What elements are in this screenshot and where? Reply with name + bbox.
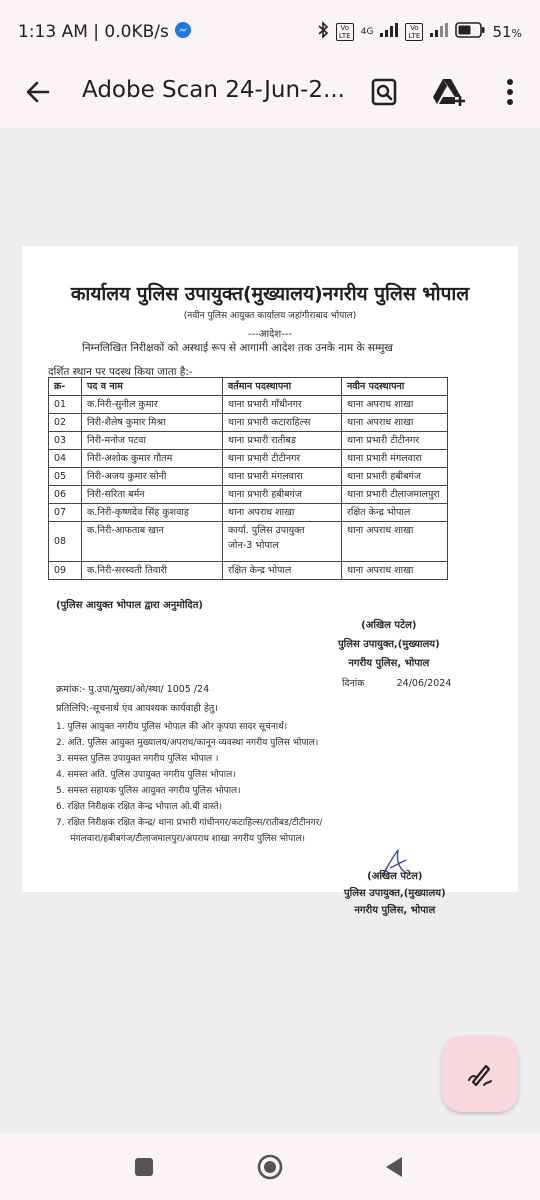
signatory-org: नगरीय पुलिस, भोपाल [348, 658, 430, 669]
drive-add-icon [433, 77, 467, 107]
document-page [22, 246, 518, 916]
status-time-speed: 1:13 AM | 0.0KB/s [18, 22, 169, 42]
arrow-back-icon [22, 76, 54, 108]
list-item: 6. रक्षित निरीक्षक रक्षित केन्द्र भोपाल ओ.बी वास्ते। [56, 802, 223, 812]
bluetooth-icon [317, 21, 329, 43]
back-button[interactable] [22, 76, 54, 108]
table-row: 04 निरी-अशोक कुमार गौतम थाना प्रभारी टीटीनगर थाना प्रभारी मंगलवारा [49, 450, 448, 468]
signal-icon-2 [430, 23, 448, 41]
document-title: Adobe Scan 24-Jun-2... [82, 77, 345, 103]
list-item: 2. अति. पुलिस आयुक्त मुख्यालय/अपराध/कानून व्यवस्था नगरीय पुलिस भोपाल। [56, 738, 319, 748]
doc-intro-line-2: दर्शित स्थान पर पदस्थ किया जाता है:- [48, 366, 193, 378]
col-header-no: क्र- [49, 378, 82, 396]
doc-intro-line-1: निम्नलिखित निरीक्षकों को अस्थाई रूप से आगामी आदेश तक उनके नाम के सम्मुख [82, 342, 393, 354]
network-type: 4G [360, 27, 374, 37]
recents-button[interactable] [130, 1153, 158, 1181]
table-header-row [49, 378, 448, 396]
volte-badge: Vo LTE [336, 23, 354, 41]
back-nav-button[interactable] [380, 1153, 408, 1181]
officer-transfer-table [48, 377, 448, 580]
reference-number: क्रमांक:- पु.उपा/मुख्या/ओ/स्था/ 1005 /24 [56, 684, 210, 695]
doc-header-title: कार्यालय पुलिस उपायुक्त(मुख्यालय)नगरीय पुलिस भोपाल [70, 283, 470, 305]
date-line [342, 676, 451, 689]
recents-square-icon [130, 1153, 158, 1181]
signatory-title: पुलिस उपायुक्त,(मुख्यालय) [344, 888, 446, 899]
list-item: 1. पुलिस आयुक्त नगरीय पुलिस भोपाल की ओर कृपया सादर सूचनार्थ। [56, 722, 288, 732]
table-row: 03 निरी-मनोज पटवा थाना प्रभारी रातीबड थाना प्रभारी टीटीनगर [49, 432, 448, 450]
date-label: दिनांक [342, 678, 365, 689]
list-item: 7. रक्षित निरीक्षक रक्षित केन्द्र/ थाना प्रभारी गांधीनगर/कटाहिल्स/रातीबड/टीटीनगर/ [56, 818, 323, 828]
home-button[interactable] [256, 1153, 284, 1181]
table-row: 02 निरी-शैलेष कुमार मिश्रा थाना प्रभारी कटाराहिल्स थाना अपराध शाखा [49, 414, 448, 432]
list-item: मंगलवारा/हबीबगंज/टीलाजमालपुरा/अपराध शाखा नगरीय पुलिस भोपाल। [56, 834, 306, 844]
edit-fab-button[interactable] [442, 1036, 518, 1112]
list-item: 5. समस्त सहायक पुलिस आयुक्त नगरीय पुलिस भोपाल। [56, 786, 241, 796]
signature-block-2 [344, 868, 446, 919]
more-vert-icon [506, 78, 514, 106]
system-nav-bar [0, 1133, 540, 1200]
table-row: 01 क.निरी-सुनील कुमार थाना प्रभारी गाँधीनगर थाना अपराध शाखा [49, 396, 448, 414]
col-header-new: नवीन पदस्थापना [342, 378, 448, 396]
table-row: 05 निरी-अजय कुमार सोनी थाना प्रभारी मंगलवारा थाना प्रभारी हबीबगंज [49, 468, 448, 486]
drive-add-button[interactable] [432, 74, 468, 110]
table-row: 08 क.निरी-आफताब खान कार्या. पुलिस उपायुक्त जोन-3 भोपाल थाना अपराध शाखा [49, 522, 448, 562]
signatory-name: (अखिल पटेल) [361, 620, 417, 631]
app-bar [0, 64, 540, 120]
search-document-icon [370, 77, 398, 107]
signature-block-1 [338, 616, 440, 673]
messenger-icon [175, 22, 191, 43]
battery-level: 51% [492, 23, 522, 41]
status-bar [0, 0, 540, 64]
table-row: 09 क.निरी-सरस्वती तिवारी रक्षित केन्द्र भोपाल थाना अपराध शाखा [49, 562, 448, 580]
signal-icon [380, 23, 398, 41]
document-viewer[interactable] [0, 128, 540, 1133]
back-triangle-icon [380, 1153, 408, 1181]
copy-to-list [56, 719, 476, 847]
search-document-button[interactable] [366, 74, 402, 110]
edit-pen-icon [464, 1058, 496, 1090]
signatory-name: (अखिल पटेल) [367, 871, 423, 882]
table-row: 07 क.निरी-कृष्णदेव सिंह कुशवाह थाना अपराध शाखा रक्षित केन्द्र भोपाल [49, 504, 448, 522]
date-value: 24/06/2024 [396, 678, 452, 689]
doc-order-label: ---आदेश--- [248, 329, 292, 340]
col-header-name: पद व नाम [82, 378, 223, 396]
signatory-org: नगरीय पुलिस, भोपाल [354, 905, 436, 916]
list-item: 3. समस्त पुलिस उपायुक्त नगरीय पुलिस भोपाल । [56, 754, 219, 764]
table-row: 06 निरी-सरिता बर्मन थाना प्रभारी हबीबगंज थाना प्रभारी टीलाजमालपुरा [49, 486, 448, 504]
signatory-title: पुलिस उपायुक्त,(मुख्यालय) [338, 639, 440, 650]
doc-header-subtitle: (नवीन पुलिस आयुक्त कार्यालय जहांगीराबाद भोपाल) [183, 311, 357, 321]
battery-icon [455, 22, 485, 42]
col-header-current: वर्तमान पदस्थापना [223, 378, 342, 396]
copy-to-header: प्रतिलिपि:-सूचनार्थ एंव आवश्यक कार्यवाही हेतु। [56, 703, 218, 714]
approval-note: (पुलिस आयुक्त भोपाल द्वारा अनुमोदित) [56, 600, 204, 611]
more-options-button[interactable] [492, 74, 528, 110]
list-item: 4. समस्त अति. पुलिस उपायुक्त नगरीय पुलिस भोपाल। [56, 770, 236, 780]
volte-badge-2: Vo LTE [405, 23, 423, 41]
home-circle-icon [256, 1153, 284, 1181]
